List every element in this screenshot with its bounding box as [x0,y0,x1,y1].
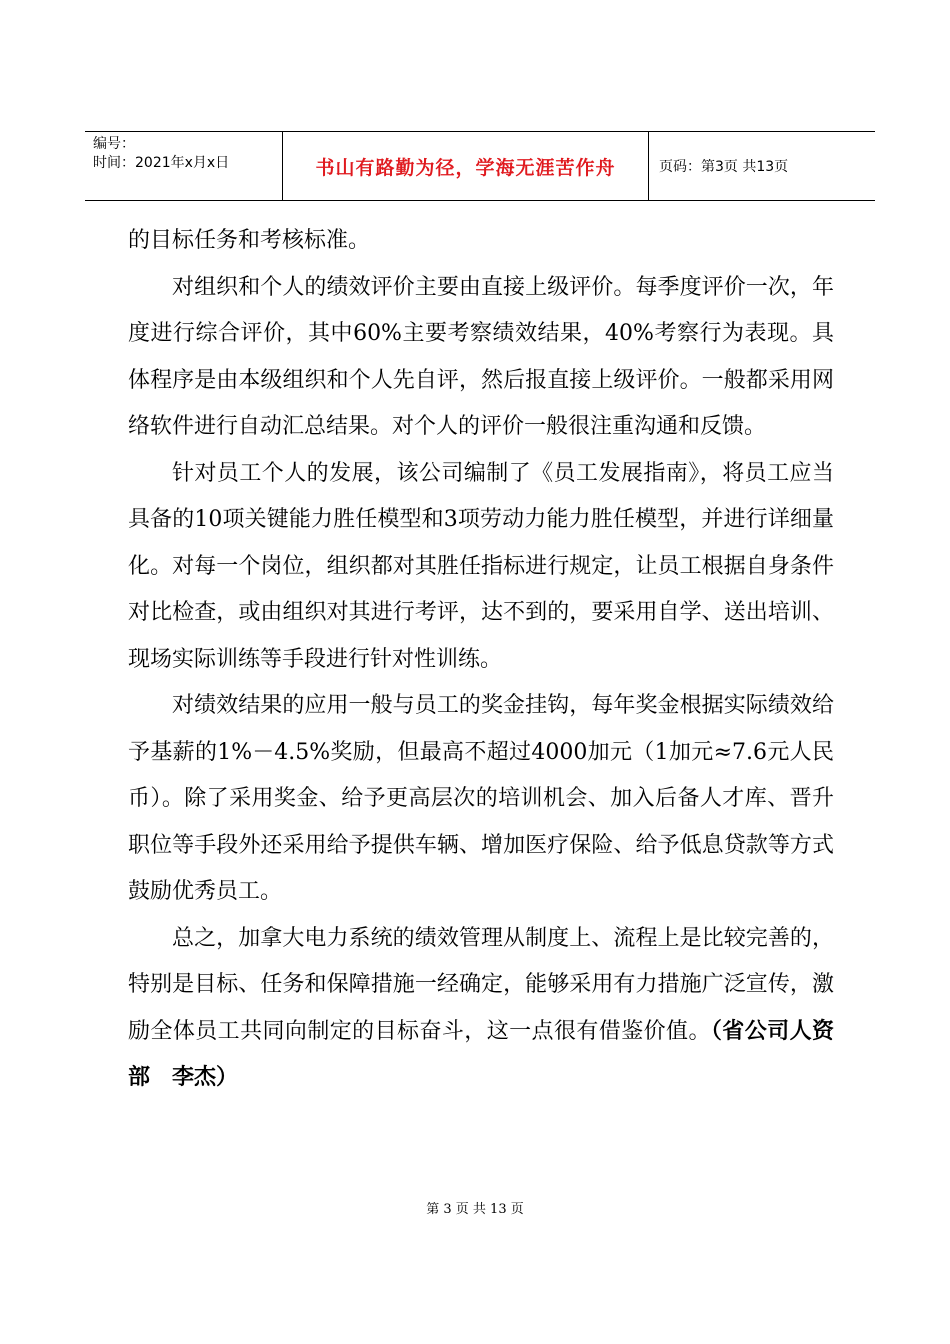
document-number-label: 编号： [93,136,135,152]
paragraph-development: 针对员工个人的发展，该公司编制了《员工发展指南》，将员工应当具备的10项关键能力胜任模型和3项劳动力能力胜任模型，并进行详细量化。对每一个岗位，组织都对其胜任指标进行规定，让员工根据自身条件对比检查，或由组织对其进行考评，达不到的，要采用自学、送出培训、现场实际训练等手段进行针对性训练。 [128,460,834,672]
header-motto: 书山有路勤为径，学海无涯苦作舟 [315,156,616,179]
conclusion-text: 总之，加拿大电力系统的绩效管理从制度上、流程上是比较完善的，特别是目标、任务和保障措施一经确定，能够采用有力措施广泛宣传，激励全体员工共同向制定的目标奋斗，这一点很有借鉴价值。 [128,925,834,1044]
author-signature: （省公司人资部 李杰） [128,1018,834,1090]
header-motto-cell [283,132,649,200]
document-body [128,218,834,1102]
paragraph-rewards: 对绩效结果的应用一般与员工的奖金挂钩，每年奖金根据实际绩效给予基薪的1%－4.5%奖励，但最高不超过4000加元（1加元≈7.6元人民币）。除了采用奖金、给予更高层次的培训机会、加入后备人才库、晋升职位等手段外还采用给予提供车辆、增加医疗保险、给予低息贷款等方式鼓励优秀员工。 [128,693,834,904]
paragraph-conclusion [128,916,834,1102]
header-page-info: 页码：第3页 共13页 [659,159,789,175]
page-footer: 第 3 页 共 13 页 [426,1202,524,1217]
paragraph-continuation: 的目标任务和考核标准。 [128,228,371,253]
document-time-label: 时间：2021年x月x日 [93,155,230,171]
paragraph-evaluation: 对组织和个人的绩效评价主要由直接上级评价。每季度评价一次，年度进行综合评价，其中60%主要考察绩效结果，40%考察行为表现。具体程序是由本级组织和个人先自评，然后报直接上级评价。一般都采用网络软件进行自动汇总结果。对个人的评价一般很注重沟通和反馈。 [128,274,834,439]
header-meta-cell [85,132,283,200]
header-page-cell [649,132,875,200]
header-table [85,131,875,201]
